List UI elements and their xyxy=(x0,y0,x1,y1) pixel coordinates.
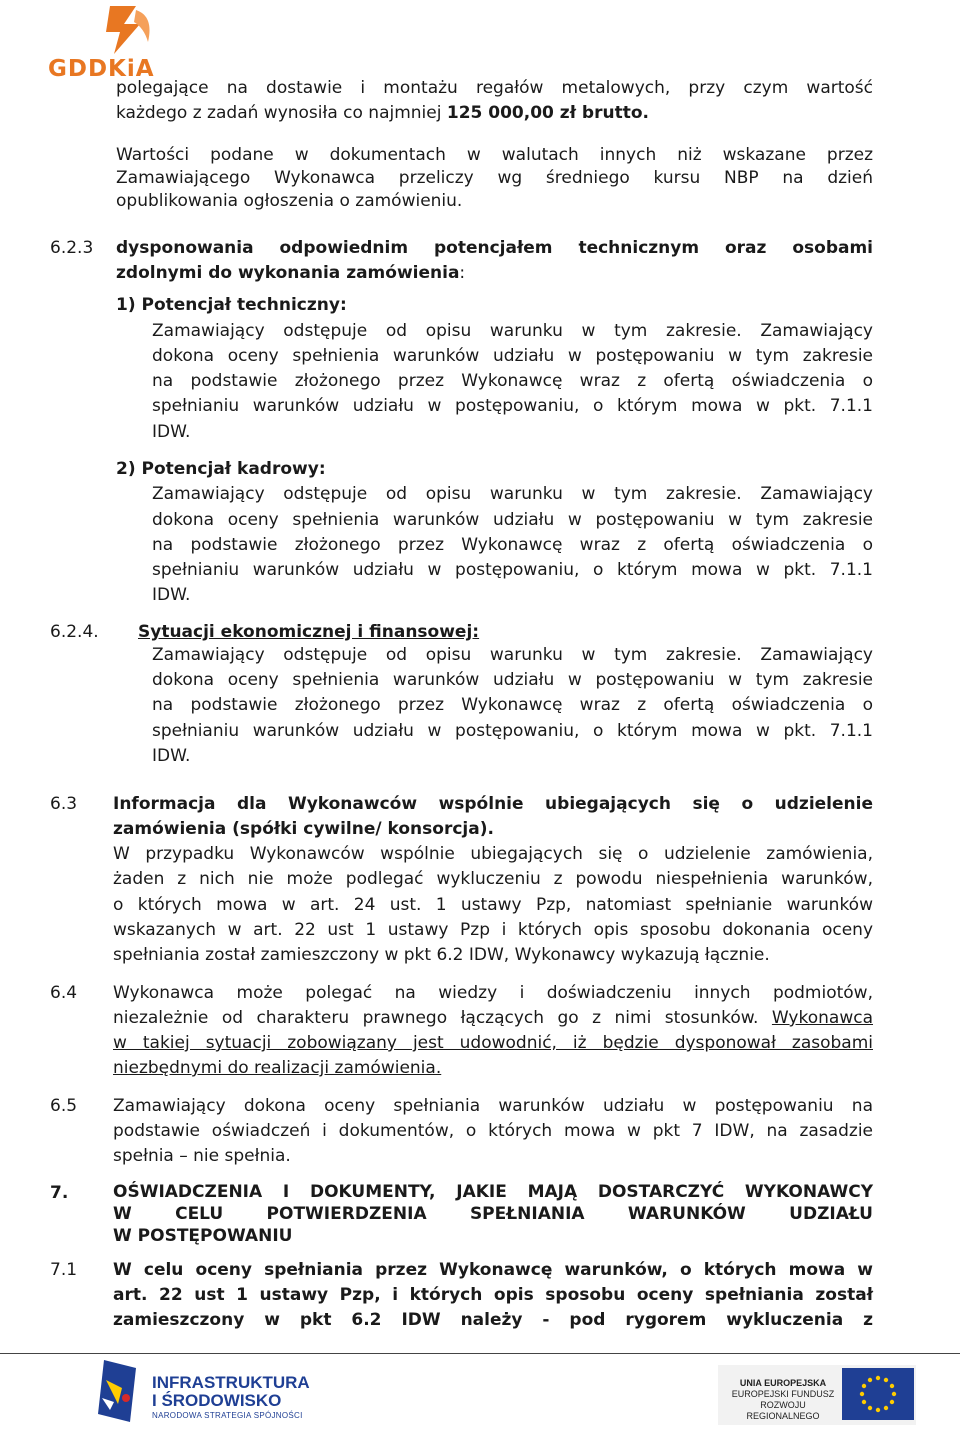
section-6-2-4-line: Zamawiający odstępuje od opisu warunku w tym zakresie. Zamawiający xyxy=(152,645,873,665)
footer-divider xyxy=(0,1353,960,1354)
section-7-1-line: zamieszczony w pkt 6.2 IDW należy - pod rygorem wykluczenia z xyxy=(113,1310,873,1330)
logo-text: GDDKiA xyxy=(48,56,155,82)
section-6-2-4-line: dokona oceny spełnienia warunków udziału w postępowaniu w tym zakresie xyxy=(152,670,873,690)
eu-fund-2: ROZWOJU REGIONALNEGO xyxy=(746,1400,820,1421)
eu-title: UNIA EUROPEJSKA xyxy=(739,1378,827,1388)
currency-line-2: Zamawiającego Wykonawca przeliczy wg średniego kursu NBP na dzień xyxy=(116,168,873,188)
item-2-line: spełnianiu warunków udziału w postępowaniu, o którym mowa w pkt. 7.1.1 xyxy=(152,560,873,580)
item-2-line: dokona oceny spełnienia warunków udziału w postępowaniu w tym zakresie xyxy=(152,510,873,530)
section-number-6-4: 6.4 xyxy=(50,983,78,1003)
section-6-5-line: Zamawiający dokona oceny spełniania warunków udziału w postępowaniu na xyxy=(113,1096,873,1116)
section-6-2-4-line: IDW. xyxy=(152,746,191,766)
section-6-2-3-title-2: zdolnymi do wykonania zamówienia: xyxy=(116,263,466,283)
item-2-line: na podstawie złożonego przez Wykonawcę wraz z ofertą oświadczenia o xyxy=(152,535,873,555)
currency-line-3: opublikowania ogłoszenia o zamówieniu. xyxy=(116,191,463,211)
currency-line-1: Wartości podane w dokumentach w walutach innych niż wskazane przez xyxy=(116,145,873,165)
section-7-title-3: W POSTĘPOWANIU xyxy=(113,1226,293,1246)
section-7-title-1: OŚWIADCZENIA I DOKUMENTY, JAKIE MAJĄ DOSTARCZYĆ WYKONAWCY xyxy=(113,1182,873,1202)
footer-left-title-2: I ŚRODOWISKO xyxy=(152,1391,282,1410)
section-6-3-title-2: zamówienia (spółki cywilne/ konsorcja). xyxy=(113,819,494,839)
section-6-2-4-line: na podstawie złożonego przez Wykonawcę wraz z ofertą oświadczenia o xyxy=(152,695,873,715)
section-6-5-line: spełnia – nie spełnia. xyxy=(113,1146,291,1166)
section-number-7-1: 7.1 xyxy=(50,1260,78,1280)
section-number-6-3: 6.3 xyxy=(50,794,78,814)
item-1-line: dokona oceny spełnienia warunków udziału w postępowaniu w tym zakresie xyxy=(152,346,873,366)
item-2-label: 2) Potencjał kadrowy: xyxy=(116,459,326,479)
section-7-title-2: W CELU POTWIERDZENIA SPEŁNIANIA WARUNKÓW UDZIAŁU xyxy=(113,1204,873,1224)
section-6-2-4-line: spełnianiu warunków udziału w postępowaniu, o którym mowa w pkt. 7.1.1 xyxy=(152,721,873,741)
section-6-5-line: podstawie oświadczeń i dokumentów, o których mowa w pkt 7 IDW, na zasadzie xyxy=(113,1121,873,1141)
section-6-2-3-title-1: dysponowania odpowiednim potencjałem technicznym oraz osobami xyxy=(116,238,873,258)
eu-fund-1: EUROPEJSKI FUNDUSZ xyxy=(731,1389,835,1399)
item-1-label: 1) Potencjał techniczny: xyxy=(116,295,347,315)
footer-left-subtitle: NARODOWA STRATEGIA SPÓJNOŚCI xyxy=(152,1411,303,1420)
section-6-3-line: wskazanych w art. 22 ust 1 ustawy Pzp i których opis sposobu dokonania oceny xyxy=(113,920,873,940)
section-6-4-line-2: niezależnie od charakteru prawnego łączących go z nimi stosunków. Wykonawca xyxy=(113,1008,873,1028)
item-1-line: spełnianiu warunków udziału w postępowaniu, o którym mowa w pkt. 7.1.1 xyxy=(152,396,873,416)
section-6-3-line: o których mowa w art. 24 ust. 1 ustawy Pzp, natomiast spełnianie warunków xyxy=(113,895,873,915)
item-1-line: na podstawie złożonego przez Wykonawcę wraz z ofertą oświadczenia o xyxy=(152,371,873,391)
section-6-3-line: spełniania został zamieszczony w pkt 6.2 IDW, Wykonawcy wykazują łącznie. xyxy=(113,945,770,965)
intro-line-2: każdego z zadań wynosiła co najmniej 125 000,00 zł brutto. xyxy=(116,103,649,123)
item-1-line: IDW. xyxy=(152,422,191,442)
intro-line-1: polegające na dostawie i montażu regałów metalowych, przy czym wartość xyxy=(116,78,873,98)
section-6-4-line-4: niezbędnymi do realizacji zamówienia. xyxy=(113,1058,442,1078)
section-6-2-4-title: Sytuacji ekonomicznej i finansowej: xyxy=(138,622,480,642)
section-number-7: 7. xyxy=(50,1183,69,1203)
eu-flag-icon xyxy=(842,1368,914,1420)
item-2-line: IDW. xyxy=(152,585,191,605)
section-number-6-2-4: 6.2.4. xyxy=(50,622,99,642)
section-7-1-line: W celu oceny spełniania przez Wykonawcę warunków, o których mowa w xyxy=(113,1260,873,1280)
section-6-4-line-1: Wykonawca może polegać na wiedzy i doświadczeniu innych podmiotów, xyxy=(113,983,873,1003)
section-number-6-5: 6.5 xyxy=(50,1096,78,1116)
infrastruktura-logo-icon xyxy=(96,1358,142,1424)
footer-right-text xyxy=(726,1378,840,1422)
section-6-3-line: W przypadku Wykonawców wspólnie ubiegających się o udzielenie zamówienia, xyxy=(113,844,873,864)
section-6-3-title-1: Informacja dla Wykonawców wspólnie ubiegających się o udzielenie xyxy=(113,794,873,814)
section-number-6-2-3: 6.2.3 xyxy=(50,238,94,258)
section-6-3-line: żaden z nich nie może podlegać wykluczeniu z powodu niespełnienia warunków, xyxy=(113,869,873,889)
item-1-line: Zamawiający odstępuje od opisu warunku w tym zakresie. Zamawiający xyxy=(152,321,873,341)
section-7-1-line: art. 22 ust 1 ustawy Pzp, i których opis sposobu oceny spełniania został xyxy=(113,1285,873,1305)
section-6-4-line-3: w takiej sytuacji zobowiązany jest udowodnić, iż będzie dysponował zasobami xyxy=(113,1033,873,1053)
item-2-line: Zamawiający odstępuje od opisu warunku w tym zakresie. Zamawiający xyxy=(152,484,873,504)
footer-left-title-1: INFRASTRUKTURA xyxy=(152,1373,310,1392)
